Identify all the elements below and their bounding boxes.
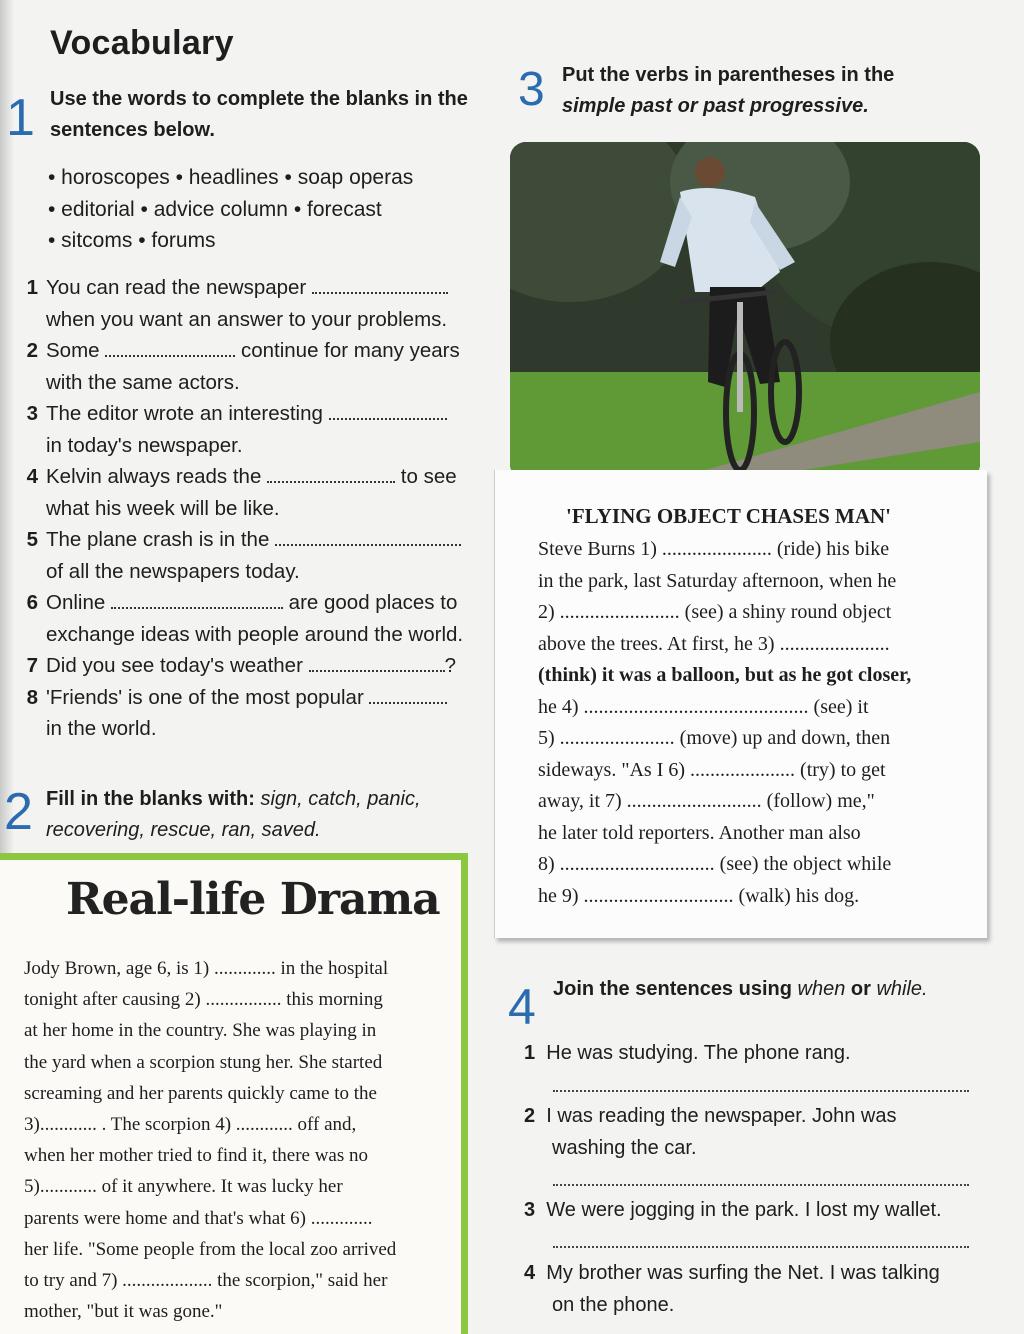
drama-line: 3)............ . The scorpion 4) ............ off and,	[24, 1114, 357, 1136]
drama-line: parents were home and that's what 6) .............	[24, 1207, 373, 1229]
exercise-2-instruction: Fill in the blanks with: sign, catch, panic, recovering, rescue, ran, saved.	[46, 788, 421, 841]
story-line: he 4) ............................................. (see) it	[538, 695, 869, 718]
ex4-item-2: 2 I was reading the newspaper. John was washing the car.	[524, 1105, 897, 1159]
drama-line: her life. "Some people from the local zoo arrived	[24, 1238, 397, 1260]
drama-line: Jody Brown, age 6, is 1) ............. in the hospital	[24, 958, 389, 979]
blank-7[interactable]	[309, 656, 445, 672]
answer-line-2[interactable]	[553, 1184, 969, 1186]
story-line: away, it 7) ........................... (follow) me,"	[538, 790, 875, 812]
section-title: Vocabulary	[50, 24, 234, 62]
sentence-4: 4 Kelvin always reads the to see	[26, 465, 457, 488]
blank-1[interactable]	[312, 278, 448, 294]
exercise-4-instruction: Join the sentences using when or while.	[553, 978, 928, 1000]
sentence-1: 1 You can read the newspaper	[46, 272, 466, 304]
ex4-item-1: 1 He was studying. The phone rang.	[524, 1042, 851, 1064]
story-line: Steve Burns 1) ...................... (ride) his bike	[538, 538, 890, 560]
word-bank	[48, 162, 413, 257]
story-text	[538, 534, 954, 912]
story-line: sideways. "As I 6) ..................... (try) to get	[538, 758, 886, 781]
drama-line: screaming and her parents quickly came to the	[24, 1082, 377, 1104]
sentence-2: 2 Some continue for many years	[26, 339, 460, 362]
story-line: above the trees. At first, he 3) ......................	[538, 632, 890, 655]
sentence-3-cont: in today's newspaper.	[46, 433, 243, 457]
sentence-2-cont: with the same actors.	[46, 370, 240, 394]
word-bank-line: • sitcoms • forums	[48, 229, 216, 252]
sentence-7: 7 Did you see today's weather ?	[26, 654, 456, 677]
drama-text	[24, 953, 438, 1327]
exercise-1-number: 1	[6, 89, 35, 147]
drama-line: to try and 7) ................... the scorpion," said her	[24, 1270, 388, 1292]
blank-3[interactable]	[329, 404, 447, 420]
word-bank-line: • editorial • advice column • forecast	[48, 197, 382, 221]
drama-line: at her home in the country. She was playing in	[24, 1020, 377, 1042]
cyclist-photo	[510, 142, 980, 480]
story-line: he later told reporters. Another man also	[538, 821, 861, 844]
sentence-6: 6 Online are good places to	[26, 591, 458, 614]
exercise-1-sentences	[26, 272, 466, 745]
drama-line: tonight after causing 2) ................ this morning	[24, 989, 383, 1011]
sentence-8: 8 'Friends' is one of the most popular	[46, 682, 466, 714]
drama-line: when her mother tried to find it, there was no	[24, 1145, 369, 1167]
drama-line: 5)............ of it anywhere. It was lucky her	[24, 1176, 343, 1198]
exercise-4-number: 4	[508, 979, 536, 1035]
drama-line: mother, "but it was gone."	[24, 1301, 223, 1323]
sentence-6-cont: exchange ideas with people around the world.	[46, 622, 464, 646]
sentence-4-cont: what his week will be like.	[46, 496, 280, 520]
word-bank-line: • horoscopes • headlines • soap operas	[48, 166, 414, 189]
answer-line-3[interactable]	[553, 1246, 969, 1248]
exercise-2-number: 2	[4, 783, 33, 841]
story-line: in the park, last Saturday afternoon, when he	[538, 569, 897, 592]
sentence-8-cont: in the world.	[46, 717, 157, 740]
story-line: 2) ........................ (see) a shiny round object	[538, 601, 892, 623]
story-title: 'FLYING OBJECT CHASES MAN'	[566, 504, 891, 528]
sentence-5: 5 The plane crash is in the	[46, 524, 466, 556]
blank-6[interactable]	[111, 593, 283, 609]
story-line: 8) ............................... (see) the object while	[538, 853, 892, 875]
blank-5[interactable]	[275, 530, 461, 546]
answer-line-1[interactable]	[553, 1090, 969, 1092]
ex4-item-3: 3 We were jogging in the park. I lost my wallet.	[524, 1199, 942, 1221]
sentence-1-cont: when you want an answer to your problems.	[46, 307, 448, 331]
sentence-3: 3 The editor wrote an interesting	[46, 398, 466, 430]
exercise-3-instruction: Put the verbs in parentheses in the simple past or past progressive.	[562, 64, 895, 117]
blank-8[interactable]	[369, 688, 447, 704]
blank-2[interactable]	[105, 341, 235, 357]
story-line: 5) ....................... (move) up and down, then	[538, 727, 891, 749]
exercise-3-number: 3	[518, 63, 545, 116]
ex4-item-4: 4 My brother was surfing the Net. I was talking on the phone.	[524, 1262, 940, 1316]
story-line: (think) it was a balloon, but as he got closer,	[538, 664, 912, 686]
cyclist-illustration	[510, 142, 980, 480]
sentence-5-cont: of all the newspapers today.	[46, 559, 300, 583]
drama-title: Real-life Drama	[66, 874, 440, 925]
story-line: he 9) .............................. (walk) his dog.	[538, 884, 860, 907]
drama-line: the yard when a scorpion stung her. She started	[24, 1051, 383, 1073]
blank-4[interactable]	[267, 467, 395, 483]
exercise-1-instruction: Use the words to complete the blanks in the sentences below.	[50, 88, 468, 141]
